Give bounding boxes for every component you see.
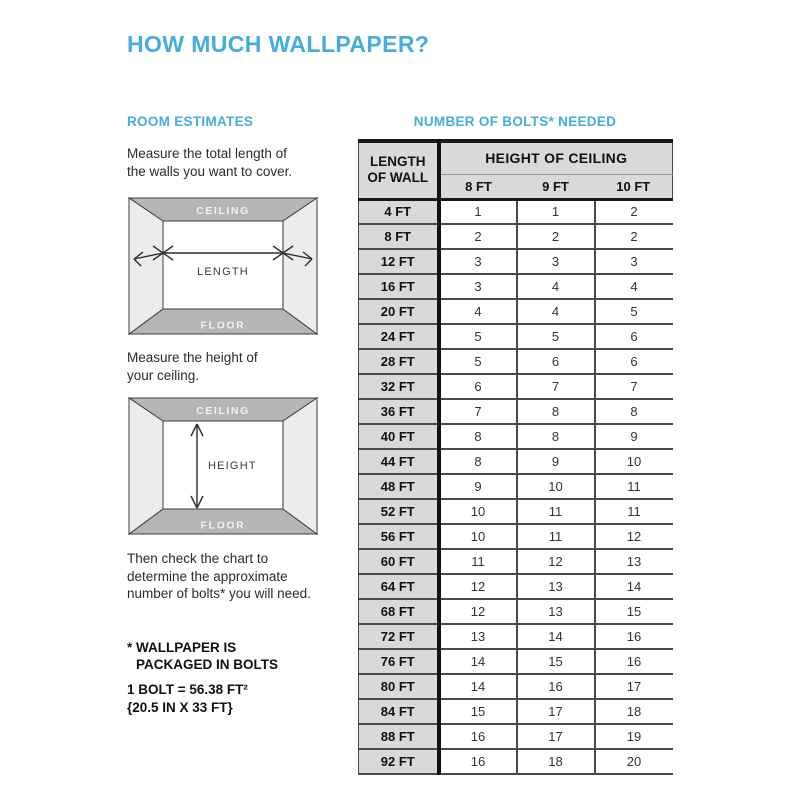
bolt-count-cell: 16 bbox=[595, 624, 673, 649]
bolt-count-cell: 3 bbox=[517, 249, 595, 274]
bolt-count-cell: 11 bbox=[595, 499, 673, 524]
table-row bbox=[359, 249, 673, 274]
wall-length-cell: 72 FT bbox=[359, 624, 439, 649]
wall-length-cell: 48 FT bbox=[359, 474, 439, 499]
bolt-count-cell: 18 bbox=[517, 749, 595, 774]
bolt-count-cell: 7 bbox=[517, 374, 595, 399]
bolt-count-cell: 16 bbox=[439, 749, 517, 774]
bolt-count-cell: 1 bbox=[517, 199, 595, 224]
bolt-count-cell: 12 bbox=[595, 524, 673, 549]
table-row bbox=[359, 399, 673, 424]
bolt-count-cell: 17 bbox=[517, 699, 595, 724]
room-length-diagram bbox=[127, 196, 319, 336]
bolt-count-cell: 16 bbox=[439, 724, 517, 749]
bolt-count-cell: 20 bbox=[595, 749, 673, 774]
wall-length-cell: 84 FT bbox=[359, 699, 439, 724]
wall-length-cell: 60 FT bbox=[359, 549, 439, 574]
table-row bbox=[359, 224, 673, 249]
bolt-count-cell: 15 bbox=[439, 699, 517, 724]
bolt-count-cell: 11 bbox=[595, 474, 673, 499]
wall-length-cell: 36 FT bbox=[359, 399, 439, 424]
table-row bbox=[359, 699, 673, 724]
table-row bbox=[359, 724, 673, 749]
wall-length-cell: 32 FT bbox=[359, 374, 439, 399]
bolt-count-cell: 5 bbox=[439, 324, 517, 349]
table-row bbox=[359, 424, 673, 449]
table-row bbox=[359, 749, 673, 774]
bolt-count-cell: 10 bbox=[439, 499, 517, 524]
bolt-count-cell: 4 bbox=[439, 299, 517, 324]
bolt-count-cell: 6 bbox=[595, 324, 673, 349]
step3-line3: number of bolts* you will need. bbox=[127, 586, 311, 601]
bolt-count-cell: 14 bbox=[439, 674, 517, 699]
wall-length-cell: 56 FT bbox=[359, 524, 439, 549]
bolt-count-cell: 10 bbox=[595, 449, 673, 474]
bolt-count-cell: 15 bbox=[595, 599, 673, 624]
bolt-count-cell: 14 bbox=[517, 624, 595, 649]
table-row bbox=[359, 549, 673, 574]
table-row bbox=[359, 574, 673, 599]
wall-length-cell: 68 FT bbox=[359, 599, 439, 624]
table-row bbox=[359, 599, 673, 624]
step1-line2: the walls you want to cover. bbox=[127, 163, 293, 179]
bolt-count-cell: 3 bbox=[439, 249, 517, 274]
bolt-count-cell: 8 bbox=[517, 424, 595, 449]
bolt-count-cell: 3 bbox=[439, 274, 517, 299]
bolt-count-cell: 12 bbox=[439, 574, 517, 599]
bolt-count-cell: 14 bbox=[595, 574, 673, 599]
table-row bbox=[359, 624, 673, 649]
bolt-count-cell: 8 bbox=[517, 399, 595, 424]
ceiling-9ft-header: 9 FT bbox=[517, 174, 595, 199]
step3-line2: determine the approximate bbox=[127, 568, 288, 584]
bolt-count-cell: 11 bbox=[517, 524, 595, 549]
table-row bbox=[359, 374, 673, 399]
wall-length-cell: 20 FT bbox=[359, 299, 439, 324]
bolts-table-heading: NUMBER OF BOLTS* NEEDED bbox=[413, 114, 617, 129]
bolt-count-cell: 4 bbox=[517, 299, 595, 324]
wall-length-cell: 80 FT bbox=[359, 674, 439, 699]
bolt-count-cell: 10 bbox=[517, 474, 595, 499]
bolt-count-cell: 6 bbox=[595, 349, 673, 374]
bolt-count-cell: 16 bbox=[517, 674, 595, 699]
room-height-diagram bbox=[127, 396, 319, 536]
bolt-count-cell: 9 bbox=[439, 474, 517, 499]
bolt-count-cell: 2 bbox=[595, 199, 673, 224]
bolt-count-cell: 13 bbox=[595, 549, 673, 574]
ceiling-10ft-header: 10 FT bbox=[595, 174, 673, 199]
bolt-count-cell: 2 bbox=[595, 224, 673, 249]
table-row bbox=[359, 649, 673, 674]
bolt-size-line1: 1 BOLT = 56.38 FT² bbox=[127, 682, 248, 697]
table-row bbox=[359, 199, 673, 224]
bolts-table-body bbox=[359, 199, 673, 774]
bolts-footnote bbox=[127, 639, 278, 673]
bolt-count-cell: 5 bbox=[595, 299, 673, 324]
table-row bbox=[359, 349, 673, 374]
bolt-count-cell: 17 bbox=[517, 724, 595, 749]
wall-length-cell: 24 FT bbox=[359, 324, 439, 349]
bolt-count-cell: 8 bbox=[439, 424, 517, 449]
table-row bbox=[359, 449, 673, 474]
wall-length-cell: 8 FT bbox=[359, 224, 439, 249]
bolt-count-cell: 12 bbox=[439, 599, 517, 624]
bolt-count-cell: 15 bbox=[517, 649, 595, 674]
bolt-count-cell: 7 bbox=[595, 374, 673, 399]
bolt-count-cell: 6 bbox=[439, 374, 517, 399]
step2-line1: Measure the height of bbox=[127, 350, 258, 365]
table-row bbox=[359, 299, 673, 324]
ceiling-caption: CEILING bbox=[196, 405, 250, 417]
bolt-count-cell: 8 bbox=[595, 399, 673, 424]
bolt-count-cell: 11 bbox=[517, 499, 595, 524]
step1-instructions bbox=[127, 145, 292, 180]
bolt-count-cell: 2 bbox=[517, 224, 595, 249]
footnote-line1: * WALLPAPER IS bbox=[127, 640, 237, 655]
ceiling-8ft-header: 8 FT bbox=[439, 174, 517, 199]
bolt-count-cell: 9 bbox=[517, 449, 595, 474]
bolt-count-cell: 14 bbox=[439, 649, 517, 674]
bolt-count-cell: 2 bbox=[439, 224, 517, 249]
ceiling-caption: CEILING bbox=[196, 205, 250, 217]
bolt-size-line2: {20.5 IN X 33 FT} bbox=[127, 700, 233, 715]
bolt-count-cell: 16 bbox=[595, 649, 673, 674]
wall-length-cell: 88 FT bbox=[359, 724, 439, 749]
height-label: HEIGHT bbox=[208, 460, 257, 472]
bolt-count-cell: 11 bbox=[439, 549, 517, 574]
bolt-count-cell: 4 bbox=[517, 274, 595, 299]
step2-instructions bbox=[127, 349, 258, 384]
bolt-count-cell: 1 bbox=[439, 199, 517, 224]
wall-length-cell: 16 FT bbox=[359, 274, 439, 299]
length-of-wall-header bbox=[359, 141, 439, 199]
bolt-count-cell: 7 bbox=[439, 399, 517, 424]
wall-length-cell: 76 FT bbox=[359, 649, 439, 674]
step3-line1: Then check the chart to bbox=[127, 551, 269, 566]
table-row bbox=[359, 324, 673, 349]
bolt-count-cell: 5 bbox=[517, 324, 595, 349]
table-row bbox=[359, 499, 673, 524]
wall-length-cell: 64 FT bbox=[359, 574, 439, 599]
wall-length-cell: 28 FT bbox=[359, 349, 439, 374]
step3-instructions bbox=[127, 550, 311, 603]
step1-line1: Measure the total length of bbox=[127, 146, 287, 161]
page-title: HOW MUCH WALLPAPER? bbox=[127, 31, 430, 57]
bolt-count-cell: 9 bbox=[595, 424, 673, 449]
bolt-count-cell: 18 bbox=[595, 699, 673, 724]
wall-length-cell: 44 FT bbox=[359, 449, 439, 474]
bolt-count-cell: 12 bbox=[517, 549, 595, 574]
bolt-count-cell: 4 bbox=[595, 274, 673, 299]
bolt-count-cell: 10 bbox=[439, 524, 517, 549]
bolt-size-info bbox=[127, 681, 248, 717]
wall-length-cell: 52 FT bbox=[359, 499, 439, 524]
table-row bbox=[359, 274, 673, 299]
table-row bbox=[359, 474, 673, 499]
length-header-line2: OF WALL bbox=[367, 170, 429, 186]
back-wall-panel bbox=[163, 221, 283, 309]
length-header-line1: LENGTH bbox=[370, 154, 426, 170]
step2-line2: your ceiling. bbox=[127, 367, 200, 383]
wall-length-cell: 92 FT bbox=[359, 749, 439, 774]
bolt-count-cell: 13 bbox=[517, 574, 595, 599]
footnote-line2: PACKAGED IN BOLTS bbox=[136, 657, 279, 672]
bolts-table bbox=[358, 139, 672, 775]
bolt-count-cell: 8 bbox=[439, 449, 517, 474]
bolt-count-cell: 19 bbox=[595, 724, 673, 749]
room-estimates-heading: ROOM ESTIMATES bbox=[127, 114, 254, 129]
floor-caption: FLOOR bbox=[200, 319, 246, 332]
wall-length-cell: 40 FT bbox=[359, 424, 439, 449]
bolt-count-cell: 6 bbox=[517, 349, 595, 374]
bolt-count-cell: 13 bbox=[517, 599, 595, 624]
bolt-count-cell: 5 bbox=[439, 349, 517, 374]
bolt-count-cell: 13 bbox=[439, 624, 517, 649]
wall-length-cell: 12 FT bbox=[359, 249, 439, 274]
bolt-count-cell: 17 bbox=[595, 674, 673, 699]
bolt-count-cell: 3 bbox=[595, 249, 673, 274]
table-row bbox=[359, 674, 673, 699]
height-of-ceiling-header: HEIGHT OF CEILING bbox=[439, 141, 673, 174]
wall-length-cell: 4 FT bbox=[359, 199, 439, 224]
floor-caption: FLOOR bbox=[200, 519, 246, 532]
length-label: LENGTH bbox=[197, 266, 249, 278]
table-row bbox=[359, 524, 673, 549]
